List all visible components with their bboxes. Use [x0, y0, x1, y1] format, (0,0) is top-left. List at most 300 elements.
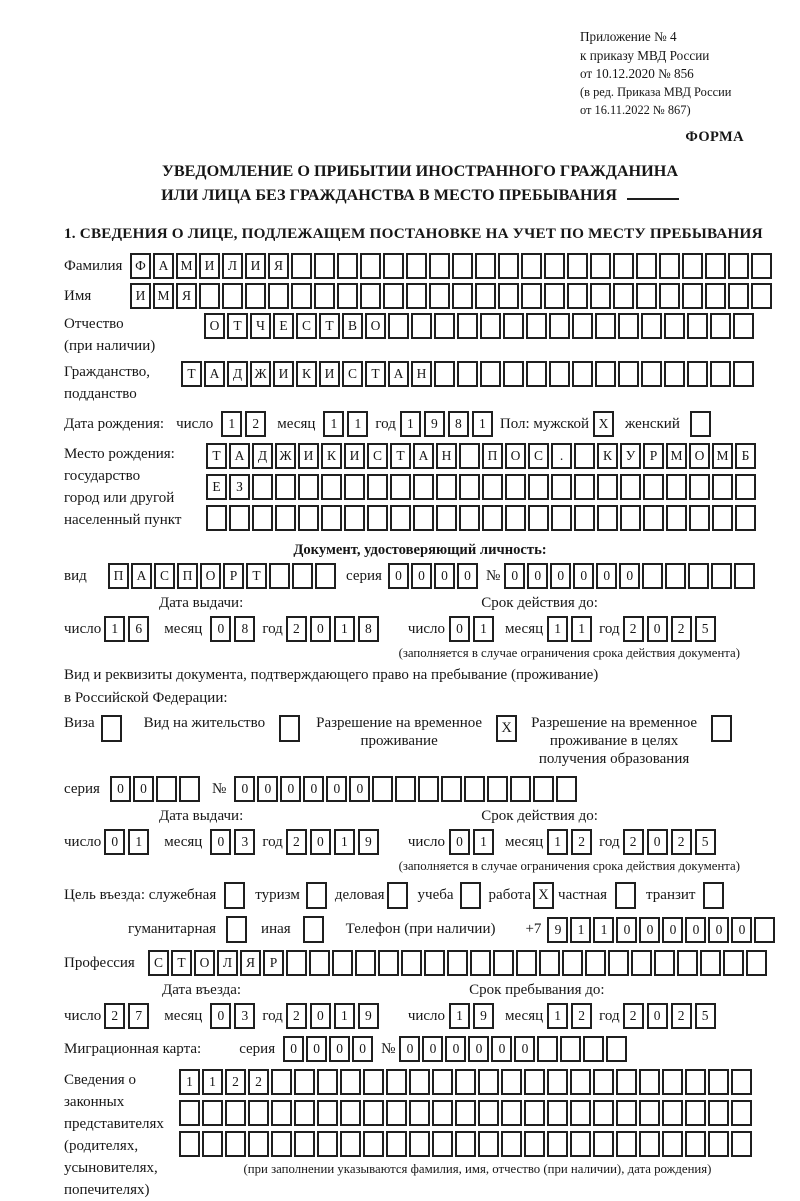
entry-month-cell[interactable]: 3	[234, 1003, 255, 1029]
citizenship-cell[interactable]	[710, 361, 731, 387]
citizenship-cell[interactable]	[641, 361, 662, 387]
residence-number-cell[interactable]: 0	[234, 776, 255, 802]
entry-year-cell[interactable]: 9	[358, 1003, 379, 1029]
doc-type-cell[interactable]: С	[154, 563, 175, 589]
citizenship-cell[interactable]	[503, 361, 524, 387]
surname-cell[interactable]	[590, 253, 611, 279]
profession-cell[interactable]	[631, 950, 652, 976]
citizenship-cell[interactable]: Ж	[250, 361, 271, 387]
representatives-2-cell[interactable]	[248, 1100, 269, 1126]
citizenship-cell[interactable]: А	[388, 361, 409, 387]
representatives-3-cell[interactable]	[731, 1131, 752, 1157]
representatives-2-cell[interactable]	[455, 1100, 476, 1126]
birthplace-3-cell[interactable]	[252, 505, 273, 531]
firstname-cell[interactable]	[636, 283, 657, 309]
representatives-2-cell[interactable]	[363, 1100, 384, 1126]
representatives-2-cell[interactable]	[202, 1100, 223, 1126]
checkbox-humanitarian[interactable]	[226, 916, 247, 943]
surname-cell[interactable]	[751, 253, 772, 279]
patronymic-cell[interactable]	[710, 313, 731, 339]
doc-number-cell[interactable]: 0	[550, 563, 571, 589]
surname-cell[interactable]: И	[199, 253, 220, 279]
representatives-3-cell[interactable]	[294, 1131, 315, 1157]
firstname-cell[interactable]	[245, 283, 266, 309]
birthplace-1-cell[interactable]	[574, 443, 595, 469]
citizenship-cell[interactable]	[618, 361, 639, 387]
citizenship-cell[interactable]	[572, 361, 593, 387]
citizenship-cell[interactable]	[687, 361, 708, 387]
doc-type-cell[interactable]	[269, 563, 290, 589]
representatives-1-cell[interactable]	[524, 1069, 545, 1095]
doc-issue-day-cell[interactable]: 6	[128, 616, 149, 642]
migration-number-cell[interactable]: 0	[468, 1036, 489, 1062]
residence-number-cell[interactable]: 0	[303, 776, 324, 802]
residence-number-cell[interactable]: 0	[280, 776, 301, 802]
citizenship-cell[interactable]: И	[273, 361, 294, 387]
profession-cell[interactable]	[309, 950, 330, 976]
residence-number-cell[interactable]: 0	[349, 776, 370, 802]
birthplace-1-cell[interactable]: Т	[206, 443, 227, 469]
res-expiry-year-cell[interactable]: 5	[695, 829, 716, 855]
doc-expiry-year-cell[interactable]: 0	[647, 616, 668, 642]
checkbox-transit[interactable]	[703, 882, 724, 909]
representatives-1-cell[interactable]	[455, 1069, 476, 1095]
doc-number-cell[interactable]	[734, 563, 755, 589]
firstname-cell[interactable]: Я	[176, 283, 197, 309]
representatives-1-cell[interactable]	[501, 1069, 522, 1095]
doc-issue-month-cell[interactable]: 0	[210, 616, 231, 642]
representatives-3-cell[interactable]	[570, 1131, 591, 1157]
representatives-1-cell[interactable]	[386, 1069, 407, 1095]
representatives-3-cell[interactable]	[478, 1131, 499, 1157]
profession-cell[interactable]	[700, 950, 721, 976]
birthplace-1-cell[interactable]: С	[367, 443, 388, 469]
representatives-1-cell[interactable]	[317, 1069, 338, 1095]
birthplace-1-cell[interactable]: А	[229, 443, 250, 469]
profession-cell[interactable]	[539, 950, 560, 976]
doc-series-cell[interactable]: 0	[411, 563, 432, 589]
representatives-1-cell[interactable]: 1	[179, 1069, 200, 1095]
surname-cell[interactable]	[682, 253, 703, 279]
representatives-3-cell[interactable]	[363, 1131, 384, 1157]
entry-month-cell[interactable]: 0	[210, 1003, 231, 1029]
profession-cell[interactable]	[746, 950, 767, 976]
birthplace-3-cell[interactable]	[321, 505, 342, 531]
birthplace-3-cell[interactable]	[620, 505, 641, 531]
representatives-2-cell[interactable]	[179, 1100, 200, 1126]
surname-cell[interactable]	[452, 253, 473, 279]
profession-cell[interactable]	[401, 950, 422, 976]
representatives-1-cell[interactable]	[271, 1069, 292, 1095]
doc-number-cell[interactable]: 0	[504, 563, 525, 589]
representatives-3-cell[interactable]	[708, 1131, 729, 1157]
birthplace-1-cell[interactable]: И	[298, 443, 319, 469]
surname-cell[interactable]	[314, 253, 335, 279]
birthplace-2-cell[interactable]	[505, 474, 526, 500]
birthplace-3-cell[interactable]	[505, 505, 526, 531]
residence-number-cell[interactable]	[441, 776, 462, 802]
stay-month-cell[interactable]: 1	[547, 1003, 568, 1029]
checkbox-tourism[interactable]	[306, 882, 327, 909]
res-issue-year-cell[interactable]: 2	[286, 829, 307, 855]
doc-expiry-month-cell[interactable]: 1	[571, 616, 592, 642]
doc-issue-year-cell[interactable]: 0	[310, 616, 331, 642]
birthplace-1-cell[interactable]: М	[666, 443, 687, 469]
doc-number-cell[interactable]	[711, 563, 732, 589]
representatives-3-cell[interactable]	[340, 1131, 361, 1157]
entry-day-cell[interactable]: 2	[104, 1003, 125, 1029]
citizenship-cell[interactable]: Н	[411, 361, 432, 387]
representatives-1-cell[interactable]: 2	[248, 1069, 269, 1095]
patronymic-cell[interactable]	[618, 313, 639, 339]
entry-day-cell[interactable]: 7	[128, 1003, 149, 1029]
firstname-cell[interactable]	[544, 283, 565, 309]
birthplace-3-cell[interactable]	[344, 505, 365, 531]
profession-cell[interactable]	[424, 950, 445, 976]
birthplace-1-cell[interactable]: О	[689, 443, 710, 469]
doc-series-cell[interactable]: 0	[457, 563, 478, 589]
birthplace-3-cell[interactable]	[666, 505, 687, 531]
representatives-3-cell[interactable]	[248, 1131, 269, 1157]
surname-cell[interactable]	[728, 253, 749, 279]
representatives-3-cell[interactable]	[386, 1131, 407, 1157]
representatives-1-cell[interactable]	[593, 1069, 614, 1095]
representatives-1-cell[interactable]	[616, 1069, 637, 1095]
phone-cell[interactable]: 0	[616, 917, 637, 943]
residence-series-cell[interactable]: 0	[133, 776, 154, 802]
migration-number-cell[interactable]: 0	[491, 1036, 512, 1062]
residence-number-cell[interactable]: 0	[326, 776, 347, 802]
representatives-3-cell[interactable]	[409, 1131, 430, 1157]
birthplace-2-cell[interactable]	[321, 474, 342, 500]
representatives-1-cell[interactable]	[662, 1069, 683, 1095]
phone-cell[interactable]: 0	[662, 917, 683, 943]
birthplace-3-cell[interactable]	[735, 505, 756, 531]
representatives-3-cell[interactable]	[524, 1131, 545, 1157]
citizenship-cell[interactable]: Д	[227, 361, 248, 387]
patronymic-cell[interactable]	[526, 313, 547, 339]
birthplace-3-cell[interactable]	[390, 505, 411, 531]
representatives-1-cell[interactable]	[685, 1069, 706, 1095]
citizenship-cell[interactable]	[595, 361, 616, 387]
representatives-1-cell[interactable]: 2	[225, 1069, 246, 1095]
birthplace-1-cell[interactable]: П	[482, 443, 503, 469]
res-issue-year-cell[interactable]: 9	[358, 829, 379, 855]
checkbox-official[interactable]	[224, 882, 245, 909]
doc-type-cell[interactable]: О	[200, 563, 221, 589]
patronymic-cell[interactable]	[388, 313, 409, 339]
doc-type-cell[interactable]: Т	[246, 563, 267, 589]
checkbox-visa[interactable]	[101, 715, 122, 742]
profession-cell[interactable]: Я	[240, 950, 261, 976]
surname-cell[interactable]	[567, 253, 588, 279]
representatives-1-cell[interactable]	[340, 1069, 361, 1095]
profession-cell[interactable]: О	[194, 950, 215, 976]
firstname-cell[interactable]	[429, 283, 450, 309]
profession-cell[interactable]	[585, 950, 606, 976]
representatives-3-cell[interactable]	[639, 1131, 660, 1157]
profession-cell[interactable]	[654, 950, 675, 976]
birthplace-2-cell[interactable]	[597, 474, 618, 500]
migration-series-cell[interactable]: 0	[352, 1036, 373, 1062]
representatives-3-cell[interactable]	[593, 1131, 614, 1157]
birthplace-2-cell[interactable]: Е	[206, 474, 227, 500]
firstname-cell[interactable]	[452, 283, 473, 309]
residence-number-cell[interactable]	[372, 776, 393, 802]
res-expiry-year-cell[interactable]: 0	[647, 829, 668, 855]
profession-cell[interactable]	[355, 950, 376, 976]
citizenship-cell[interactable]	[434, 361, 455, 387]
birthplace-2-cell[interactable]: З	[229, 474, 250, 500]
surname-cell[interactable]	[544, 253, 565, 279]
surname-cell[interactable]	[291, 253, 312, 279]
birthplace-1-cell[interactable]: Д	[252, 443, 273, 469]
surname-cell[interactable]	[406, 253, 427, 279]
citizenship-cell[interactable]: С	[342, 361, 363, 387]
birthplace-1-cell[interactable]: К	[597, 443, 618, 469]
surname-cell[interactable]	[659, 253, 680, 279]
res-expiry-month-cell[interactable]: 2	[571, 829, 592, 855]
firstname-cell[interactable]	[222, 283, 243, 309]
representatives-3-cell[interactable]	[501, 1131, 522, 1157]
phone-cell[interactable]: 0	[685, 917, 706, 943]
residence-number-cell[interactable]	[487, 776, 508, 802]
birthplace-3-cell[interactable]	[528, 505, 549, 531]
patronymic-cell[interactable]: Ч	[250, 313, 271, 339]
birthplace-1-cell[interactable]: М	[712, 443, 733, 469]
patronymic-cell[interactable]	[664, 313, 685, 339]
representatives-3-cell[interactable]	[179, 1131, 200, 1157]
doc-number-cell[interactable]	[688, 563, 709, 589]
birthplace-2-cell[interactable]	[620, 474, 641, 500]
citizenship-cell[interactable]	[664, 361, 685, 387]
patronymic-cell[interactable]: Е	[273, 313, 294, 339]
birthplace-3-cell[interactable]	[551, 505, 572, 531]
representatives-1-cell[interactable]	[731, 1069, 752, 1095]
checkbox-temporary-residence[interactable]: X	[496, 715, 517, 742]
birthplace-1-cell[interactable]: К	[321, 443, 342, 469]
doc-issue-month-cell[interactable]: 8	[234, 616, 255, 642]
residence-number-cell[interactable]	[464, 776, 485, 802]
birthplace-2-cell[interactable]	[528, 474, 549, 500]
checkbox-education-residence[interactable]	[711, 715, 732, 742]
doc-number-cell[interactable]: 0	[619, 563, 640, 589]
patronymic-cell[interactable]	[687, 313, 708, 339]
residence-number-cell[interactable]	[510, 776, 531, 802]
surname-cell[interactable]: Я	[268, 253, 289, 279]
citizenship-cell[interactable]	[526, 361, 547, 387]
birthplace-1-cell[interactable]: И	[344, 443, 365, 469]
birthplace-1-cell[interactable]: Т	[390, 443, 411, 469]
profession-cell[interactable]	[447, 950, 468, 976]
surname-cell[interactable]: А	[153, 253, 174, 279]
representatives-2-cell[interactable]	[708, 1100, 729, 1126]
surname-cell[interactable]: Ф	[130, 253, 151, 279]
representatives-2-cell[interactable]	[731, 1100, 752, 1126]
birthplace-2-cell[interactable]	[413, 474, 434, 500]
birthplace-3-cell[interactable]	[229, 505, 250, 531]
stay-year-cell[interactable]: 2	[671, 1003, 692, 1029]
patronymic-cell[interactable]	[641, 313, 662, 339]
birthplace-3-cell[interactable]	[275, 505, 296, 531]
birthplace-1-cell[interactable]: Н	[436, 443, 457, 469]
representatives-3-cell[interactable]	[616, 1131, 637, 1157]
doc-type-cell[interactable]: А	[131, 563, 152, 589]
firstname-cell[interactable]	[314, 283, 335, 309]
patronymic-cell[interactable]: О	[204, 313, 225, 339]
firstname-cell[interactable]	[728, 283, 749, 309]
firstname-cell[interactable]	[659, 283, 680, 309]
profession-cell[interactable]: Т	[171, 950, 192, 976]
citizenship-cell[interactable]: Т	[365, 361, 386, 387]
residence-number-cell[interactable]	[556, 776, 577, 802]
representatives-1-cell[interactable]	[708, 1069, 729, 1095]
doc-type-cell[interactable]: П	[177, 563, 198, 589]
res-issue-year-cell[interactable]: 0	[310, 829, 331, 855]
birth-year-cell[interactable]: 9	[424, 411, 445, 437]
birth-day-cell[interactable]: 2	[245, 411, 266, 437]
doc-series-cell[interactable]: 0	[434, 563, 455, 589]
representatives-2-cell[interactable]	[639, 1100, 660, 1126]
representatives-2-cell[interactable]	[524, 1100, 545, 1126]
birthplace-3-cell[interactable]	[712, 505, 733, 531]
birthplace-2-cell[interactable]	[666, 474, 687, 500]
residence-number-cell[interactable]	[395, 776, 416, 802]
entry-year-cell[interactable]: 2	[286, 1003, 307, 1029]
representatives-1-cell[interactable]	[547, 1069, 568, 1095]
profession-cell[interactable]	[677, 950, 698, 976]
profession-cell[interactable]	[562, 950, 583, 976]
entry-year-cell[interactable]: 1	[334, 1003, 355, 1029]
firstname-cell[interactable]	[498, 283, 519, 309]
firstname-cell[interactable]	[268, 283, 289, 309]
representatives-1-cell[interactable]	[432, 1069, 453, 1095]
surname-cell[interactable]	[429, 253, 450, 279]
representatives-1-cell[interactable]	[363, 1069, 384, 1095]
birthplace-2-cell[interactable]	[367, 474, 388, 500]
checkbox-residence-permit[interactable]	[279, 715, 300, 742]
res-expiry-year-cell[interactable]: 2	[671, 829, 692, 855]
doc-type-cell[interactable]: П	[108, 563, 129, 589]
residence-series-cell[interactable]	[156, 776, 177, 802]
doc-number-cell[interactable]: 0	[596, 563, 617, 589]
surname-cell[interactable]: М	[176, 253, 197, 279]
birthplace-1-cell[interactable]: А	[413, 443, 434, 469]
birthplace-3-cell[interactable]	[482, 505, 503, 531]
citizenship-cell[interactable]: А	[204, 361, 225, 387]
phone-cell[interactable]: 9	[547, 917, 568, 943]
representatives-2-cell[interactable]	[570, 1100, 591, 1126]
doc-type-cell[interactable]	[315, 563, 336, 589]
checkbox-study[interactable]	[460, 882, 481, 909]
surname-cell[interactable]	[636, 253, 657, 279]
patronymic-cell[interactable]	[480, 313, 501, 339]
profession-cell[interactable]: Р	[263, 950, 284, 976]
checkbox-business[interactable]	[387, 882, 408, 909]
stay-year-cell[interactable]: 5	[695, 1003, 716, 1029]
doc-number-cell[interactable]: 0	[527, 563, 548, 589]
representatives-3-cell[interactable]	[662, 1131, 683, 1157]
representatives-2-cell[interactable]	[271, 1100, 292, 1126]
res-issue-year-cell[interactable]: 1	[334, 829, 355, 855]
birth-year-cell[interactable]: 1	[472, 411, 493, 437]
surname-cell[interactable]	[521, 253, 542, 279]
patronymic-cell[interactable]	[411, 313, 432, 339]
representatives-2-cell[interactable]	[432, 1100, 453, 1126]
patronymic-cell[interactable]: О	[365, 313, 386, 339]
birthplace-1-cell[interactable]	[459, 443, 480, 469]
patronymic-cell[interactable]	[457, 313, 478, 339]
birthplace-2-cell[interactable]	[643, 474, 664, 500]
patronymic-cell[interactable]: Т	[227, 313, 248, 339]
sex-female-cell[interactable]	[690, 411, 711, 437]
doc-number-cell[interactable]	[665, 563, 686, 589]
surname-cell[interactable]: И	[245, 253, 266, 279]
citizenship-cell[interactable]	[733, 361, 754, 387]
citizenship-cell[interactable]: К	[296, 361, 317, 387]
patronymic-cell[interactable]	[434, 313, 455, 339]
representatives-2-cell[interactable]	[478, 1100, 499, 1126]
birth-day-cell[interactable]: 1	[221, 411, 242, 437]
firstname-cell[interactable]	[406, 283, 427, 309]
firstname-cell[interactable]	[383, 283, 404, 309]
migration-number-cell[interactable]	[537, 1036, 558, 1062]
residence-series-cell[interactable]	[179, 776, 200, 802]
entry-year-cell[interactable]: 0	[310, 1003, 331, 1029]
birthplace-2-cell[interactable]	[482, 474, 503, 500]
patronymic-cell[interactable]	[733, 313, 754, 339]
migration-number-cell[interactable]: 0	[445, 1036, 466, 1062]
stay-year-cell[interactable]: 0	[647, 1003, 668, 1029]
firstname-cell[interactable]	[705, 283, 726, 309]
patronymic-cell[interactable]: В	[342, 313, 363, 339]
phone-cell[interactable]	[754, 917, 775, 943]
surname-cell[interactable]	[383, 253, 404, 279]
res-expiry-day-cell[interactable]: 0	[449, 829, 470, 855]
firstname-cell[interactable]	[567, 283, 588, 309]
profession-cell[interactable]	[332, 950, 353, 976]
representatives-2-cell[interactable]	[616, 1100, 637, 1126]
representatives-3-cell[interactable]	[202, 1131, 223, 1157]
representatives-2-cell[interactable]	[409, 1100, 430, 1126]
migration-number-cell[interactable]: 0	[422, 1036, 443, 1062]
res-issue-day-cell[interactable]: 0	[104, 829, 125, 855]
firstname-cell[interactable]	[475, 283, 496, 309]
birth-month-cell[interactable]: 1	[323, 411, 344, 437]
birthplace-3-cell[interactable]	[689, 505, 710, 531]
firstname-cell[interactable]	[590, 283, 611, 309]
doc-expiry-year-cell[interactable]: 2	[671, 616, 692, 642]
res-expiry-year-cell[interactable]: 2	[623, 829, 644, 855]
residence-series-cell[interactable]: 0	[110, 776, 131, 802]
citizenship-cell[interactable]: И	[319, 361, 340, 387]
residence-number-cell[interactable]: 0	[257, 776, 278, 802]
profession-cell[interactable]	[608, 950, 629, 976]
representatives-1-cell[interactable]	[478, 1069, 499, 1095]
profession-cell[interactable]	[378, 950, 399, 976]
residence-number-cell[interactable]	[533, 776, 554, 802]
doc-number-cell[interactable]: 0	[573, 563, 594, 589]
citizenship-cell[interactable]: Т	[181, 361, 202, 387]
migration-number-cell[interactable]	[560, 1036, 581, 1062]
birthplace-2-cell[interactable]	[298, 474, 319, 500]
patronymic-cell[interactable]	[549, 313, 570, 339]
firstname-cell[interactable]	[291, 283, 312, 309]
phone-cell[interactable]: 1	[593, 917, 614, 943]
representatives-3-cell[interactable]	[685, 1131, 706, 1157]
firstname-cell[interactable]	[521, 283, 542, 309]
patronymic-cell[interactable]: Т	[319, 313, 340, 339]
